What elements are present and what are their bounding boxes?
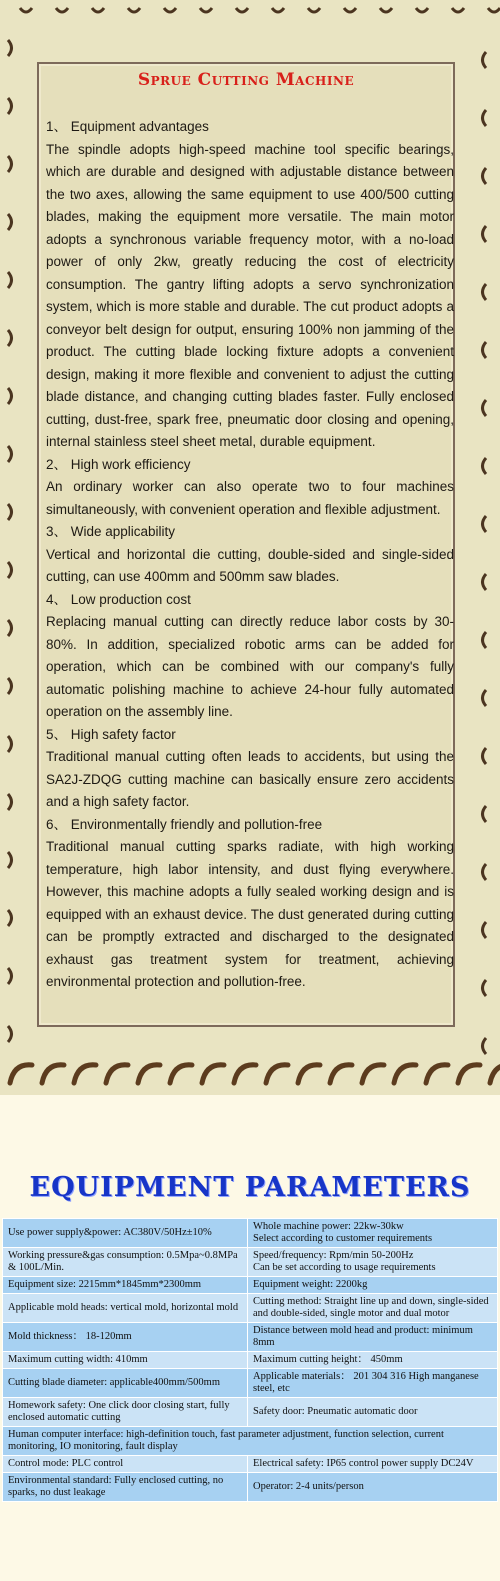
edge-mark	[416, 8, 428, 12]
card-title: Sprue Cutting Machine	[137, 70, 355, 90]
edge-mark	[8, 678, 12, 694]
edge-mark	[8, 40, 12, 56]
wave-mark	[458, 1065, 480, 1083]
table-row	[3, 1398, 498, 1427]
wave-mark	[10, 1065, 32, 1083]
edge-mark	[8, 214, 12, 230]
wave-mark	[330, 1065, 352, 1083]
param-cell: Whole machine power: 22kw-30kw Select according to customer requirements	[248, 1219, 498, 1248]
param-cell: Electrical safety: IP65 control power supply DC24V	[248, 1456, 498, 1473]
table-row	[3, 1219, 498, 1248]
table-row	[3, 1473, 498, 1502]
edge-mark	[164, 8, 176, 12]
wave-mark	[394, 1065, 416, 1083]
param-cell: Mold thickness： 18-120mm	[3, 1323, 248, 1352]
param-cell: Maximum cutting height： 450mm	[248, 1352, 498, 1369]
edge-mark	[8, 156, 12, 172]
edge-mark	[483, 52, 487, 68]
edge-mark	[308, 8, 320, 12]
edge-mark	[483, 922, 487, 938]
edge-mark	[272, 8, 284, 12]
section-heading: 1、 Equipment advantages	[46, 119, 209, 134]
table-row	[3, 1294, 498, 1323]
param-cell: Equipment weight: 2200kg	[248, 1277, 498, 1294]
wave-mark	[266, 1065, 288, 1083]
edge-mark	[8, 620, 12, 636]
edge-mark	[8, 98, 12, 114]
section-text: Vertical and horizontal die cutting, double-sided and single-sided cutting, can use 400mm and 500mm saw blades.	[46, 546, 454, 584]
edge-mark	[92, 8, 104, 12]
wave-mark	[298, 1065, 320, 1083]
wave-mark	[74, 1065, 96, 1083]
wave-mark	[202, 1065, 224, 1083]
edge-mark	[200, 8, 212, 12]
edge-mark	[8, 794, 12, 810]
edge-mark	[8, 272, 12, 288]
table-row	[3, 1248, 498, 1277]
edge-mark	[483, 458, 487, 474]
edge-mark	[483, 168, 487, 184]
section-text: Replacing manual cutting can directly reduce labor costs by 30-80%. In addition, specialized robotic arms can be added for operation, which can be combined with our company's fully automatic polishing machine to achieve 24-hour fully automated operation on the assembly line.	[46, 614, 454, 719]
edge-mark	[483, 226, 487, 242]
wave-mark	[362, 1065, 384, 1083]
param-cell: Cutting method: Straight line up and down, single-sided and double-sided, single motor and dual motor	[248, 1294, 498, 1323]
param-cell: Maximum cutting width: 410mm	[3, 1352, 248, 1369]
param-cell: Homework safety: One click door closing start, fully enclosed automatic cutting	[3, 1398, 248, 1427]
edge-mark	[483, 342, 487, 358]
wave-mark	[170, 1065, 192, 1083]
wave-mark	[234, 1065, 256, 1083]
param-cell: Equipment size: 2215mm*1845mm*2300mm	[3, 1277, 248, 1294]
table-row	[3, 1352, 498, 1369]
param-cell: Applicable mold heads: vertical mold, horizontal mold	[3, 1294, 248, 1323]
edge-mark	[483, 574, 487, 590]
section-text: Traditional manual cutting often leads to accidents, but using the SA2J-ZDQG cutting machine can basically ensure zero accidents and a high safety factor.	[46, 749, 454, 809]
edge-mark	[483, 690, 487, 706]
param-cell: Cutting blade diameter: applicable400mm/500mm	[3, 1369, 248, 1398]
table-row	[3, 1277, 498, 1294]
edge-mark	[8, 446, 12, 462]
edge-mark	[380, 8, 392, 12]
edge-mark	[8, 504, 12, 520]
wave-mark	[490, 1065, 500, 1083]
edge-mark	[483, 110, 487, 126]
table-row	[3, 1323, 498, 1352]
param-cell: Safety door: Pneumatic automatic door	[248, 1398, 498, 1427]
params-table	[2, 1218, 498, 1502]
edge-mark	[483, 632, 487, 648]
edge-mark	[20, 8, 32, 12]
section-heading: 3、 Wide applicability	[46, 524, 176, 539]
edge-mark	[483, 806, 487, 822]
product-description-card	[37, 62, 455, 1027]
wave-mark	[138, 1065, 160, 1083]
param-cell: Use power supply&power: AC380V/50Hz±10%	[3, 1219, 248, 1248]
section-text: Traditional manual cutting sparks radiate, with high working temperature, high labor intensity, and dust flying everywhere. However, this machine adopts a fully sealed working design and is equipped with an exhaust device. The dust generated during cutting can be promptly extracted and discharged to the designated exhaust gas treatment system for treatment, achieving environmental protection and pollution-free.	[46, 839, 454, 989]
section-text: The spindle adopts high-speed machine tool specific bearings, which are durable and designed with adjustable distance between the two axes, allowing the same equipment to use 400/500 cutting blades, making the equipment more versatile. The main motor adopts a synchronous variable frequency motor, with a no-load power of only 2kw, greatly reducing the cost of electricity consumption. The gantry lifting adopts a servo synchronization system, which is more stable and durable. The cut product adopts a conveyor belt design for output, ensuring 100% non jamming of the product. The cutting blade locking fixture adopts a convenient design, making it more flexible and convenient to adjust the cutting blade distance, and changing cutting blades faster. Fully enclosed cutting, dust-free, spark free, pneumatic door closing and opening, internal stainless steel sheet metal, durable equipment.	[46, 141, 454, 449]
wave-mark	[106, 1065, 128, 1083]
edge-mark	[8, 968, 12, 984]
param-cell: Operator: 2-4 units/person	[248, 1473, 498, 1502]
wave-mark	[42, 1065, 64, 1083]
param-cell: Speed/frequency: Rpm/min 50-200Hz Can be set according to usage requirements	[248, 1248, 498, 1277]
params-title: EQUIPMENT PARAMETERS	[29, 1172, 471, 1203]
edge-mark	[483, 400, 487, 416]
wave-border	[0, 1045, 500, 1095]
edge-mark	[488, 8, 500, 12]
edge-mark	[8, 910, 12, 926]
edge-mark	[8, 736, 12, 752]
edge-mark	[8, 330, 12, 346]
edge-mark	[56, 8, 68, 12]
section-heading: 6、 Environmentally friendly and pollution-free	[46, 816, 323, 832]
edge-mark	[344, 8, 356, 12]
section-heading: 4、 Low production cost	[46, 591, 191, 607]
edge-mark	[8, 1026, 12, 1042]
table-row	[3, 1456, 498, 1473]
param-cell: Distance between mold head and product: minimum 8mm	[248, 1323, 498, 1352]
card-body	[46, 116, 454, 994]
param-cell: Applicable materials： 201 304 316 High manganese steel, etc	[248, 1369, 498, 1398]
edge-mark	[483, 516, 487, 532]
edge-mark	[483, 748, 487, 764]
param-cell: Environmental standard: Fully enclosed cutting, no sparks, no dust leakage	[3, 1473, 248, 1502]
edge-mark	[483, 864, 487, 880]
edge-mark	[236, 8, 248, 12]
section-text: An ordinary worker can also operate two to four machines simultaneously, with convenient operation and flexible adjustment.	[46, 479, 454, 517]
param-cell: Human computer interface: high-definition touch, fast parameter adjustment, function selection, current monitoring, IO monitoring, fault display	[3, 1427, 498, 1456]
table-row	[3, 1427, 498, 1456]
param-cell: Working pressure&gas consumption: 0.5Mpa~0.8MPa & 100L/Min.	[3, 1248, 248, 1277]
edge-mark	[452, 8, 464, 12]
edge-mark	[8, 562, 12, 578]
edge-mark	[483, 980, 487, 996]
edge-mark	[128, 8, 140, 12]
param-cell: Control mode: PLC control	[3, 1456, 248, 1473]
section-heading: 5、 High safety factor	[46, 726, 176, 742]
edge-mark	[483, 284, 487, 300]
edge-mark	[8, 852, 12, 868]
table-row	[3, 1369, 498, 1398]
wave-mark	[426, 1065, 448, 1083]
section-heading: 2、 High work efficiency	[46, 456, 191, 472]
edge-mark	[8, 388, 12, 404]
